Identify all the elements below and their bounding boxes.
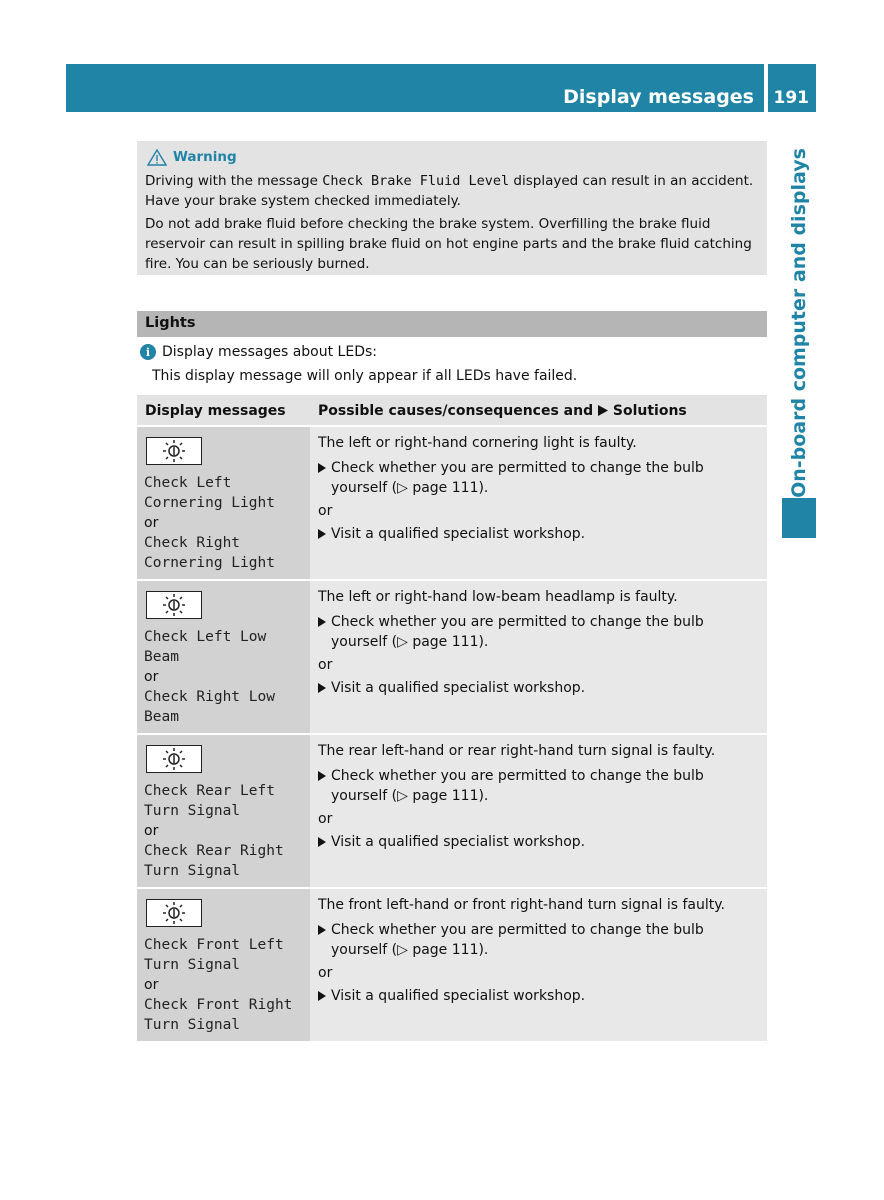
- step-text: Visit a qualified specialist workshop.: [331, 526, 586, 542]
- warning-box: [137, 141, 767, 275]
- header-bar: [66, 64, 764, 112]
- arrow-right-icon: [318, 683, 326, 693]
- display-message-1: Check Left Low Beam: [144, 629, 267, 665]
- solution-step: [318, 612, 759, 652]
- warning-heading-text: Warning: [173, 149, 237, 165]
- arrow-right-icon: [598, 405, 608, 416]
- column-header-causes: [310, 395, 767, 425]
- display-message-1: Check Front Left Turn Signal: [144, 937, 284, 973]
- messages-table: [137, 395, 767, 1043]
- solution-step: [318, 524, 759, 544]
- info-note: [140, 344, 377, 360]
- warning-p1-text: Driving with the message: [145, 173, 323, 189]
- arrow-right-icon: [318, 617, 326, 627]
- table-row: [137, 735, 767, 889]
- solution-cell: [310, 581, 767, 733]
- solution-step: [318, 458, 759, 498]
- display-message-2: Check Rear Right Turn Signal: [144, 843, 284, 879]
- message-cell: [137, 735, 310, 887]
- cause-text: The rear left-hand or rear right-hand turn signal is faulty.: [318, 743, 716, 759]
- arrow-right-icon: [318, 837, 326, 847]
- step-text: Visit a qualified specialist workshop.: [331, 988, 586, 1004]
- message-cell: [137, 889, 310, 1041]
- display-message-2: Check Right Cornering Light: [144, 535, 275, 571]
- or-label: or: [144, 823, 159, 839]
- warning-p1-code: Check Brake Fluid Level: [322, 173, 510, 189]
- or-label: or: [318, 503, 333, 519]
- table-header: [137, 395, 767, 427]
- warning-triangle-icon: [147, 149, 167, 166]
- cause-text: The left or right-hand cornering light is faulty.: [318, 435, 637, 451]
- display-message-2: Check Right Low Beam: [144, 689, 275, 725]
- solution-cell: [310, 735, 767, 887]
- info-icon: i: [140, 344, 156, 360]
- table-row: [137, 427, 767, 581]
- or-label: or: [318, 965, 333, 981]
- or-label: or: [318, 657, 333, 673]
- warning-heading: [147, 147, 759, 167]
- arrow-right-icon: [318, 925, 326, 935]
- table-row: [137, 581, 767, 735]
- arrow-right-icon: [318, 529, 326, 539]
- bulb-failure-icon: [146, 899, 202, 927]
- solution-step: [318, 986, 759, 1006]
- display-message-1: Check Left Cornering Light: [144, 475, 275, 511]
- cause-text: The front left-hand or front right-hand turn signal is faulty.: [318, 897, 725, 913]
- info-line-2: This display message will only appear if all LEDs have failed.: [152, 368, 578, 384]
- page-number: 191: [773, 88, 809, 108]
- or-label: or: [318, 811, 333, 827]
- info-line-1: Display messages about LEDs:: [162, 344, 377, 360]
- cause-text: The left or right-hand low-beam headlamp is faulty.: [318, 589, 678, 605]
- arrow-right-icon: [318, 771, 326, 781]
- column-header-solutions-text: Solutions: [608, 403, 687, 419]
- arrow-right-icon: [318, 463, 326, 473]
- bulb-failure-icon: [146, 437, 202, 465]
- arrow-right-icon: [318, 991, 326, 1001]
- display-message-2: Check Front Right Turn Signal: [144, 997, 293, 1033]
- or-label: or: [144, 977, 159, 993]
- side-tab-marker: [782, 498, 816, 538]
- step-text: Check whether you are permitted to change the bulb yourself (▷ page 111).: [331, 614, 704, 650]
- column-header-causes-text: Possible causes/consequences and: [318, 403, 598, 419]
- bulb-failure-icon: [146, 591, 202, 619]
- step-text: Check whether you are permitted to change the bulb yourself (▷ page 111).: [331, 922, 704, 958]
- section-title: Lights: [137, 311, 767, 337]
- warning-paragraph-1: [145, 171, 759, 211]
- solution-cell: [310, 427, 767, 579]
- header-title: Display messages: [563, 86, 754, 108]
- column-header-messages: Display messages: [145, 403, 286, 419]
- step-text: Check whether you are permitted to change the bulb yourself (▷ page 111).: [331, 460, 704, 496]
- step-text: Visit a qualified specialist workshop.: [331, 834, 586, 850]
- side-tab: [779, 148, 819, 498]
- bulb-failure-icon: [146, 745, 202, 773]
- step-text: Visit a qualified specialist workshop.: [331, 680, 586, 696]
- solution-step: [318, 766, 759, 806]
- solution-step: [318, 832, 759, 852]
- solution-step: [318, 678, 759, 698]
- message-cell: [137, 427, 310, 579]
- step-text: Check whether you are permitted to change the bulb yourself (▷ page 111).: [331, 768, 704, 804]
- or-label: or: [144, 669, 159, 685]
- page-number-box: [768, 64, 816, 112]
- warning-paragraph-2: Do not add brake fluid before checking the brake system. Overfilling the brake fluid reservoir can result in spilling brake fluid on hot engine parts and the brake fluid catching fire. You can be seriously burned.: [145, 216, 752, 272]
- or-label: or: [144, 515, 159, 531]
- solution-step: [318, 920, 759, 960]
- warning-p1-text-end: displayed can result in an accident. Have your brake system checked immediately.: [145, 173, 754, 209]
- table-row: [137, 889, 767, 1043]
- display-message-1: Check Rear Left Turn Signal: [144, 783, 275, 819]
- side-tab-label: On-board computer and displays: [788, 148, 810, 498]
- message-cell: [137, 581, 310, 733]
- page-header: [66, 64, 816, 112]
- solution-cell: [310, 889, 767, 1041]
